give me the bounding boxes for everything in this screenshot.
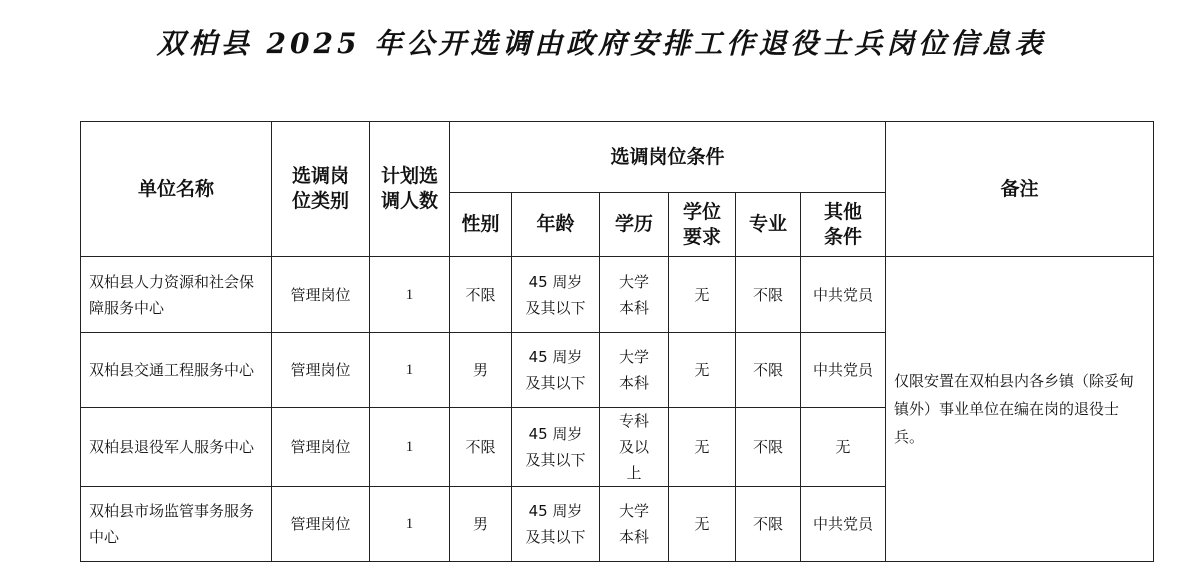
table-row [81,257,1154,333]
gender: 男 [450,487,512,562]
header-conditions: 选调岗位条件 [450,122,886,193]
major: 不限 [736,333,801,408]
header-planned: 计划选调人数 [370,122,450,257]
major: 不限 [736,257,801,333]
education: 大学本科 [600,257,669,333]
unit-name: 双柏县市场监管事务服务中心 [81,487,272,562]
gender: 不限 [450,408,512,487]
header-category: 选调岗位类别 [272,122,370,257]
degree: 无 [669,333,736,408]
gender: 男 [450,333,512,408]
header-degree: 学位要求 [669,193,736,257]
planned-count: 1 [370,333,450,408]
degree: 无 [669,408,736,487]
major: 不限 [736,408,801,487]
other-conditions: 中共党员 [801,257,886,333]
education: 大学本科 [600,333,669,408]
age: 45 周岁及其以下 [512,333,600,408]
other-conditions: 中共党员 [801,487,886,562]
gender: 不限 [450,257,512,333]
header-gender: 性别 [450,193,512,257]
unit-name: 双柏县退役军人服务中心 [81,408,272,487]
major: 不限 [736,487,801,562]
age: 45 周岁及其以下 [512,257,600,333]
unit-name: 双柏县交通工程服务中心 [81,333,272,408]
degree: 无 [669,257,736,333]
positions-table [80,121,1154,562]
planned-count: 1 [370,487,450,562]
page-title: 双柏县 2025 年公开选调由政府安排工作退役士兵岗位信息表 [156,27,1047,60]
header-remark: 备注 [886,122,1154,257]
education: 大学本科 [600,487,669,562]
header-major: 专业 [736,193,801,257]
education: 专科及以上 [600,408,669,487]
other-conditions: 中共党员 [801,333,886,408]
position-category: 管理岗位 [272,257,370,333]
header-age: 年龄 [512,193,600,257]
header-unit: 单位名称 [81,122,272,257]
other-conditions: 无 [801,408,886,487]
position-category: 管理岗位 [272,408,370,487]
unit-name: 双柏县人力资源和社会保障服务中心 [81,257,272,333]
position-category: 管理岗位 [272,487,370,562]
planned-count: 1 [370,408,450,487]
age: 45 周岁及其以下 [512,408,600,487]
age: 45 周岁及其以下 [512,487,600,562]
position-category: 管理岗位 [272,333,370,408]
header-other: 其他条件 [801,193,886,257]
planned-count: 1 [370,257,450,333]
remark: 仅限安置在双柏县内各乡镇（除妥甸镇外）事业单位在编在岗的退役士兵。 [886,257,1154,562]
header-education: 学历 [600,193,669,257]
degree: 无 [669,487,736,562]
